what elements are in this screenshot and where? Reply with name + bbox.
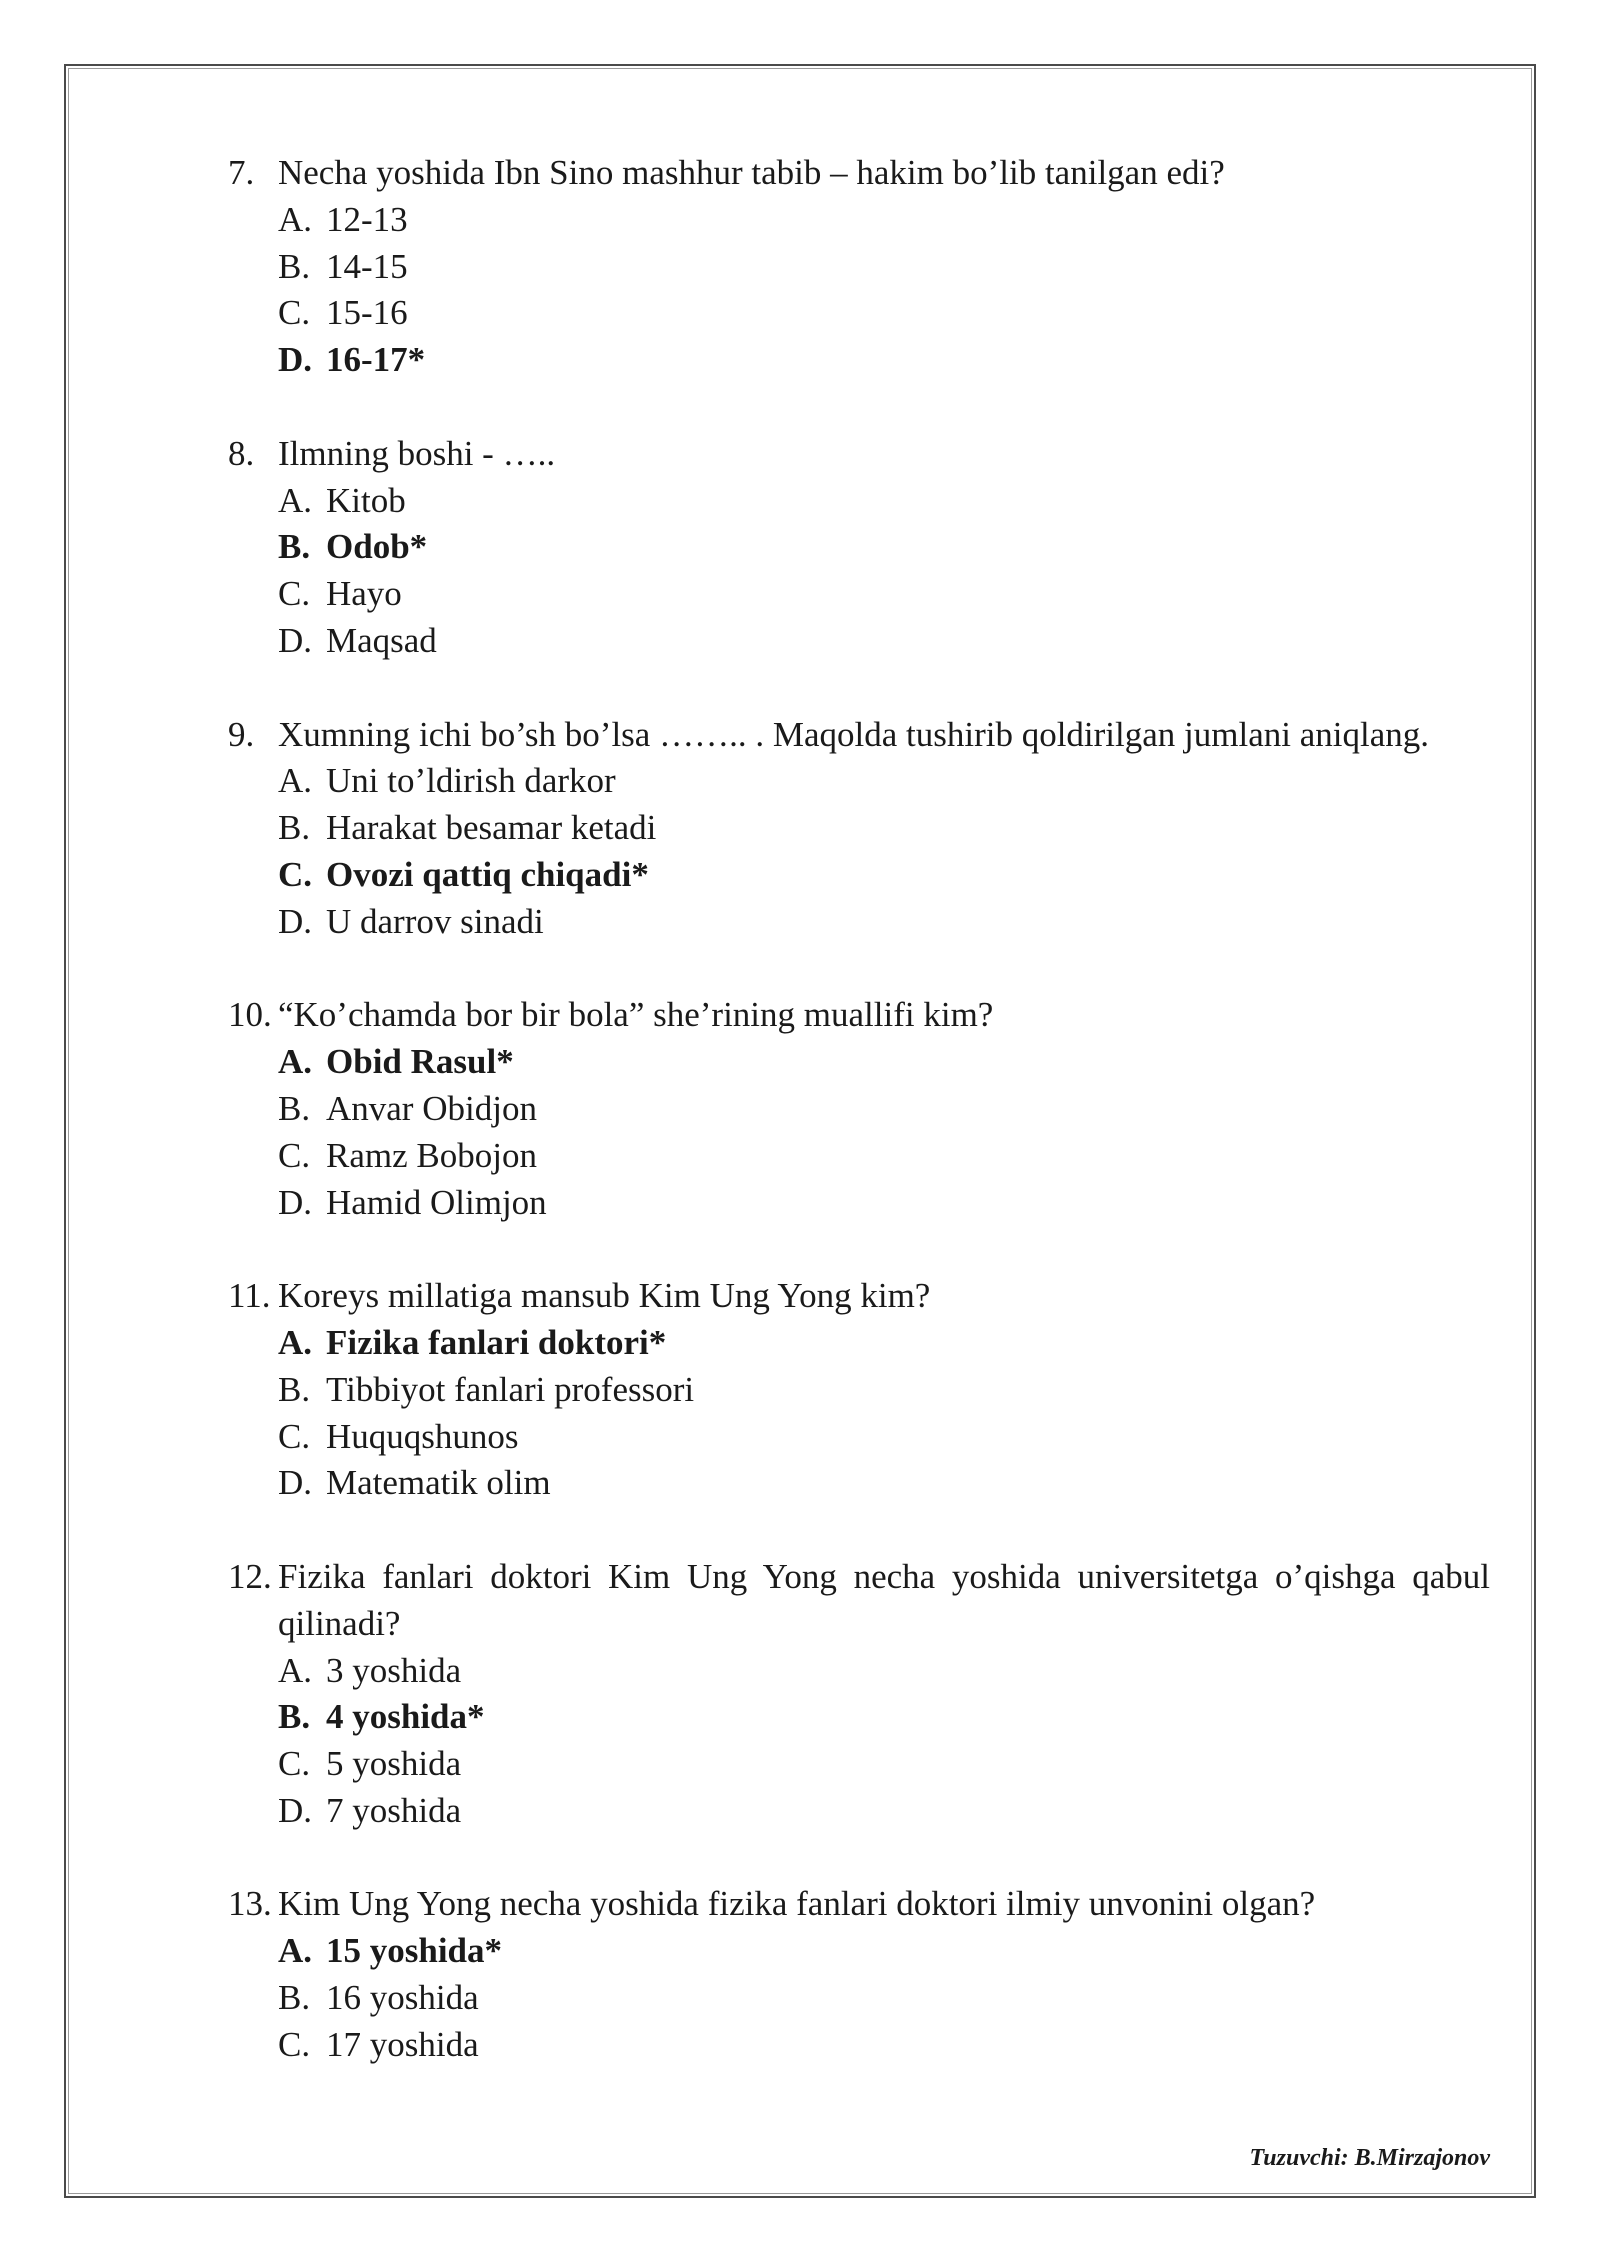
option-letter: B. (278, 1697, 311, 1737)
answer-option (278, 244, 1490, 291)
option-text: Ramz Bobojon (326, 1135, 537, 1175)
question-text: “Ko’chamda bor bir bola” she’rining muallifi kim? (278, 995, 994, 1035)
option-letter: D. (278, 901, 313, 941)
option-text: Tibbiyot fanlari professori (326, 1369, 695, 1409)
question-line (228, 431, 1490, 478)
question-line (228, 1273, 1490, 1320)
answer-options (278, 758, 1490, 945)
answer-option (278, 290, 1490, 337)
answer-option (278, 1975, 1490, 2022)
option-text: Ovozi qattiq chiqadi* (326, 854, 649, 894)
question-block (228, 992, 1490, 1226)
answer-option (278, 1648, 1490, 1695)
answer-option (278, 618, 1490, 665)
question-block (228, 150, 1490, 384)
option-text: 5 yoshida (326, 1744, 462, 1784)
question-number: 9. (228, 714, 255, 754)
option-text: 16 yoshida (326, 1978, 479, 2018)
option-letter: A. (278, 761, 313, 801)
answer-option (278, 1133, 1490, 1180)
option-letter: B. (278, 1369, 311, 1409)
question-number: 8. (228, 433, 255, 473)
option-letter: D. (278, 1790, 313, 1830)
option-text: U darrov sinadi (326, 901, 544, 941)
option-text: 4 yoshida* (326, 1697, 485, 1737)
option-text: Fizika fanlari doktori* (326, 1322, 667, 1362)
answer-option (278, 1367, 1490, 1414)
option-letter: B. (278, 808, 311, 848)
option-text: Anvar Obidjon (326, 1088, 537, 1128)
answer-option (278, 1788, 1490, 1835)
option-text: 12-13 (326, 199, 408, 239)
answer-option (278, 197, 1490, 244)
option-letter: A. (278, 1931, 313, 1971)
option-letter: C. (278, 1135, 311, 1175)
answer-option (278, 1741, 1490, 1788)
option-letter: C. (278, 1416, 311, 1456)
question-block (228, 431, 1490, 665)
question-number: 13. (228, 1884, 272, 1924)
option-text: 14-15 (326, 246, 408, 286)
option-letter: D. (278, 620, 313, 660)
answer-option-correct (278, 1928, 1490, 1975)
option-letter: A. (278, 199, 313, 239)
answer-option (278, 1414, 1490, 1461)
answer-options (278, 1928, 1490, 2068)
option-text: Hamid Olimjon (326, 1182, 547, 1222)
question-line (228, 1881, 1490, 1928)
option-letter: B. (278, 246, 311, 286)
question-block (228, 1273, 1490, 1507)
question-block (228, 1881, 1490, 2068)
question-text: Koreys millatiga mansub Kim Ung Yong kim? (278, 1276, 931, 1316)
option-letter: A. (278, 1322, 313, 1362)
question-number: 11. (228, 1276, 271, 1316)
answer-option (278, 571, 1490, 618)
option-text: 15 yoshida* (326, 1931, 503, 1971)
question-line (228, 1554, 1490, 1648)
option-letter: C. (278, 854, 313, 894)
answer-option (278, 1086, 1490, 1133)
question-text: Fizika fanlari doktori Kim Ung Yong necha yoshida universitetga o’qishga qabul qilinadi? (278, 1556, 1490, 1643)
option-text: 7 yoshida (326, 1790, 462, 1830)
option-text: Huquqshunos (326, 1416, 519, 1456)
option-text: Odob* (326, 527, 428, 567)
option-text: Kitob (326, 480, 406, 520)
question-line (228, 150, 1490, 197)
question-number: 10. (228, 995, 272, 1035)
answer-option-correct (278, 852, 1490, 899)
answer-option (278, 758, 1490, 805)
option-letter: D. (278, 1182, 313, 1222)
answer-option (278, 2022, 1490, 2069)
test-questions (228, 150, 1490, 2115)
answer-options (278, 197, 1490, 384)
answer-options (278, 1039, 1490, 1226)
option-text: 17 yoshida (326, 2024, 479, 2064)
option-text: Harakat besamar ketadi (326, 808, 657, 848)
answer-option (278, 805, 1490, 852)
question-text: Ilmning boshi - ….. (278, 433, 556, 473)
option-text: 16-17* (326, 340, 426, 380)
option-text: Maqsad (326, 620, 437, 660)
answer-option (278, 478, 1490, 525)
question-text: Kim Ung Yong necha yoshida fizika fanlari doktori ilmiy unvonini olgan? (278, 1884, 1316, 1924)
option-text: Hayo (326, 574, 402, 614)
option-letter: B. (278, 527, 311, 567)
author-credit: Tuzuvchi: B.Mirzajonov (1249, 2145, 1490, 2171)
option-letter: D. (278, 340, 313, 380)
option-text: 3 yoshida (326, 1650, 462, 1690)
answer-option-correct (278, 337, 1490, 384)
answer-option-correct (278, 1039, 1490, 1086)
question-text: Necha yoshida Ibn Sino mashhur tabib – hakim bo’lib tanilgan edi? (278, 153, 1225, 192)
question-number: 12. (228, 1556, 272, 1596)
option-text: 15-16 (326, 293, 408, 333)
answer-options (278, 1648, 1490, 1835)
option-letter: C. (278, 2024, 311, 2064)
question-block (228, 712, 1490, 946)
option-letter: C. (278, 574, 311, 614)
question-line (228, 992, 1490, 1039)
option-text: Matematik olim (326, 1463, 551, 1503)
answer-option (278, 1180, 1490, 1227)
answer-option-correct (278, 524, 1490, 571)
option-letter: C. (278, 293, 311, 333)
option-text: Obid Rasul* (326, 1042, 514, 1082)
answer-option (278, 1460, 1490, 1507)
answer-option (278, 899, 1490, 946)
option-letter: A. (278, 480, 313, 520)
question-line (228, 712, 1490, 759)
answer-options (278, 1320, 1490, 1507)
option-letter: B. (278, 1978, 311, 2018)
answer-option-correct (278, 1320, 1490, 1367)
option-letter: B. (278, 1088, 311, 1128)
option-letter: A. (278, 1042, 313, 1082)
option-letter: D. (278, 1463, 313, 1503)
question-text: Xumning ichi bo’sh bo’lsa …….. . Maqolda tushirib qoldirilgan jumlani aniqlang. (278, 714, 1429, 754)
answer-options (278, 478, 1490, 665)
question-block (228, 1554, 1490, 1835)
option-text: Uni to’ldirish darkor (326, 761, 616, 801)
option-letter: C. (278, 1744, 311, 1784)
question-number: 7. (228, 153, 255, 192)
answer-option-correct (278, 1694, 1490, 1741)
option-letter: A. (278, 1650, 313, 1690)
